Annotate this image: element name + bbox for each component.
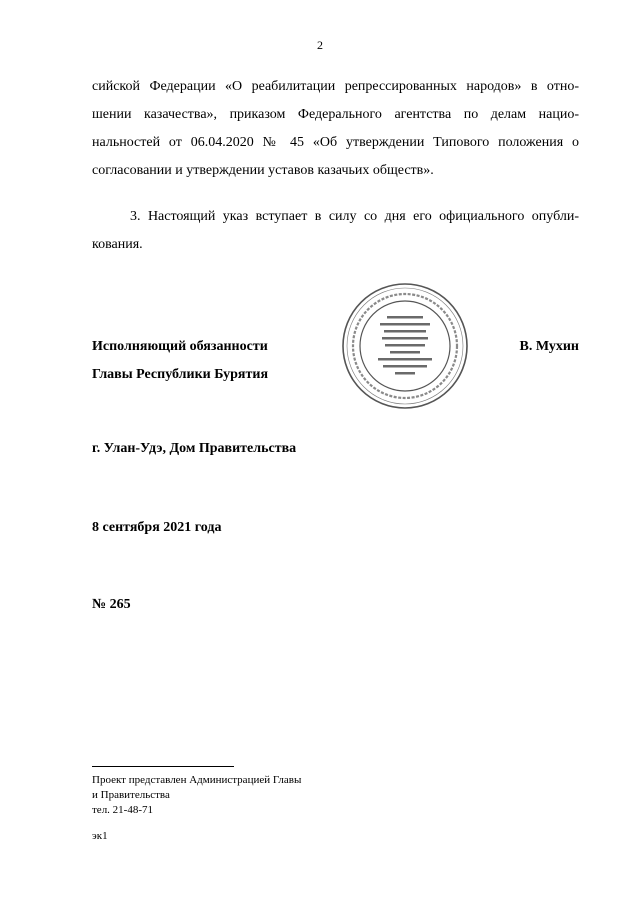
signature-block (92, 333, 579, 389)
paragraph-line: шении казачества», приказом Федерального агентства по делам нацио- (92, 107, 579, 122)
footnote-line: и Правительства (92, 789, 170, 801)
signatory-name: В. Мухин (519, 339, 579, 354)
footnote-phone: тел. 21-48-71 (92, 804, 154, 816)
paragraph-line: 3. Настоящий указ вступает в силу со дня его официального опубли- (130, 209, 579, 224)
footnote (92, 773, 301, 818)
page-number: 2 (317, 38, 323, 52)
paragraph-line: нальностей от 06.04.2020 № 45 «Об утверждении Типового положения о (92, 135, 579, 150)
footnote-line: Проект представлен Администрацией Главы (92, 774, 302, 786)
paragraph-line: кования. (92, 237, 143, 252)
issue-place: г. Улан-Удэ, Дом Правительства (92, 441, 297, 456)
executor-code: эк1 (92, 830, 108, 842)
footnote-divider (92, 766, 234, 767)
paragraph-legal-basis (92, 73, 579, 185)
signatory-position-line2: Главы Республики Бурятия (92, 367, 269, 382)
paragraph-line: сийской Федерации «О реабилитации репрессированных народов» в отно- (92, 79, 579, 94)
decree-number: № 265 (92, 597, 131, 612)
paragraph-line: согласовании и утверждении уставов казачьих обществ». (92, 163, 434, 178)
issue-date: 8 сентября 2021 года (92, 520, 222, 535)
paragraph-effective-date (92, 203, 579, 259)
signatory-position-line1: Исполняющий обязанности (92, 339, 268, 354)
